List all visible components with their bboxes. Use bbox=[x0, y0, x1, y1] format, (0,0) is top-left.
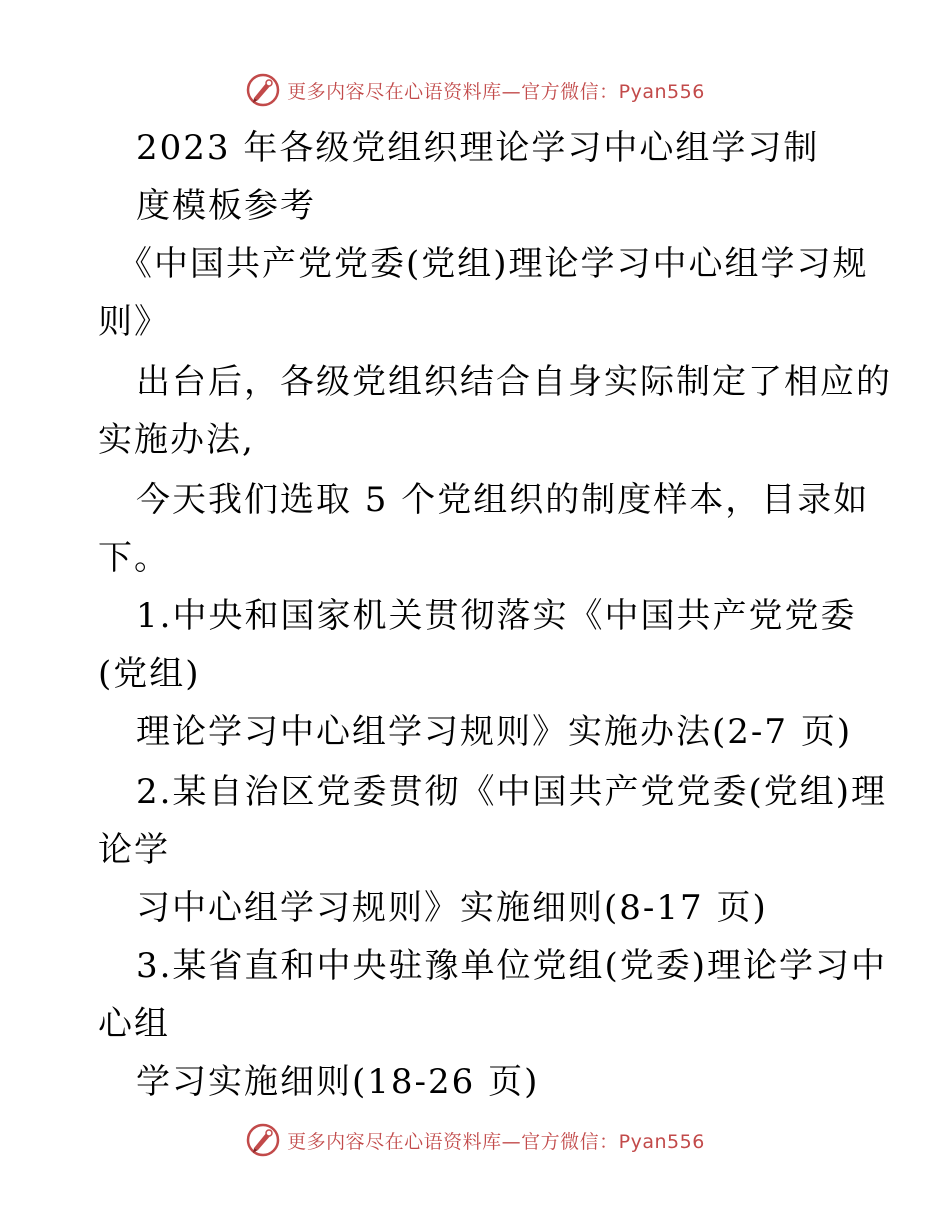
list-item-3-cont: 心组 bbox=[98, 1004, 170, 1044]
list-item-3-cont: 学习实施细则(18-26 页) bbox=[136, 1062, 540, 1102]
list-item-2-cont: 论学 bbox=[98, 830, 170, 870]
paragraph-line: 则》 bbox=[98, 302, 170, 342]
list-item-3: 3.某省直和中央驻豫单位党组(党委)理论学习中 bbox=[136, 946, 887, 986]
list-item-2-cont: 习中心组学习规则》实施细则(8-17 页) bbox=[136, 888, 768, 928]
list-item-1: 1.中央和国家机关贯彻落实《中国共产党党委 bbox=[136, 596, 857, 636]
header-banner bbox=[0, 68, 950, 112]
banner-text: 更多内容尽在心语资料库—官方微信：Pyan556 bbox=[287, 80, 705, 103]
list-item-1-cont: 理论学习中心组学习规则》实施办法(2-7 页) bbox=[136, 712, 853, 752]
paragraph-line: 下。 bbox=[98, 538, 170, 578]
pen-logo-icon bbox=[245, 1122, 281, 1158]
paragraph-line: 出台后，各级党组织结合自身实际制定了相应的 bbox=[136, 362, 892, 402]
list-item-2: 2.某自治区党委贯彻《中国共产党党委(党组)理 bbox=[136, 772, 887, 812]
banner-text: 更多内容尽在心语资料库—官方微信：Pyan556 bbox=[287, 1130, 705, 1153]
pen-logo-icon bbox=[245, 72, 281, 108]
title-line-2: 度模板参考 bbox=[136, 186, 316, 226]
footer-banner bbox=[0, 1118, 950, 1162]
title-line-1: 2023 年各级党组织理论学习中心组学习制 bbox=[136, 128, 820, 168]
list-item-1-cont: (党组) bbox=[98, 654, 201, 694]
paragraph-line: 《中国共产党党委(党组)理论学习中心组学习规 bbox=[118, 244, 869, 284]
paragraph-line: 今天我们选取 5 个党组织的制度样本，目录如 bbox=[136, 480, 870, 520]
paragraph-line: 实施办法, bbox=[98, 420, 255, 460]
